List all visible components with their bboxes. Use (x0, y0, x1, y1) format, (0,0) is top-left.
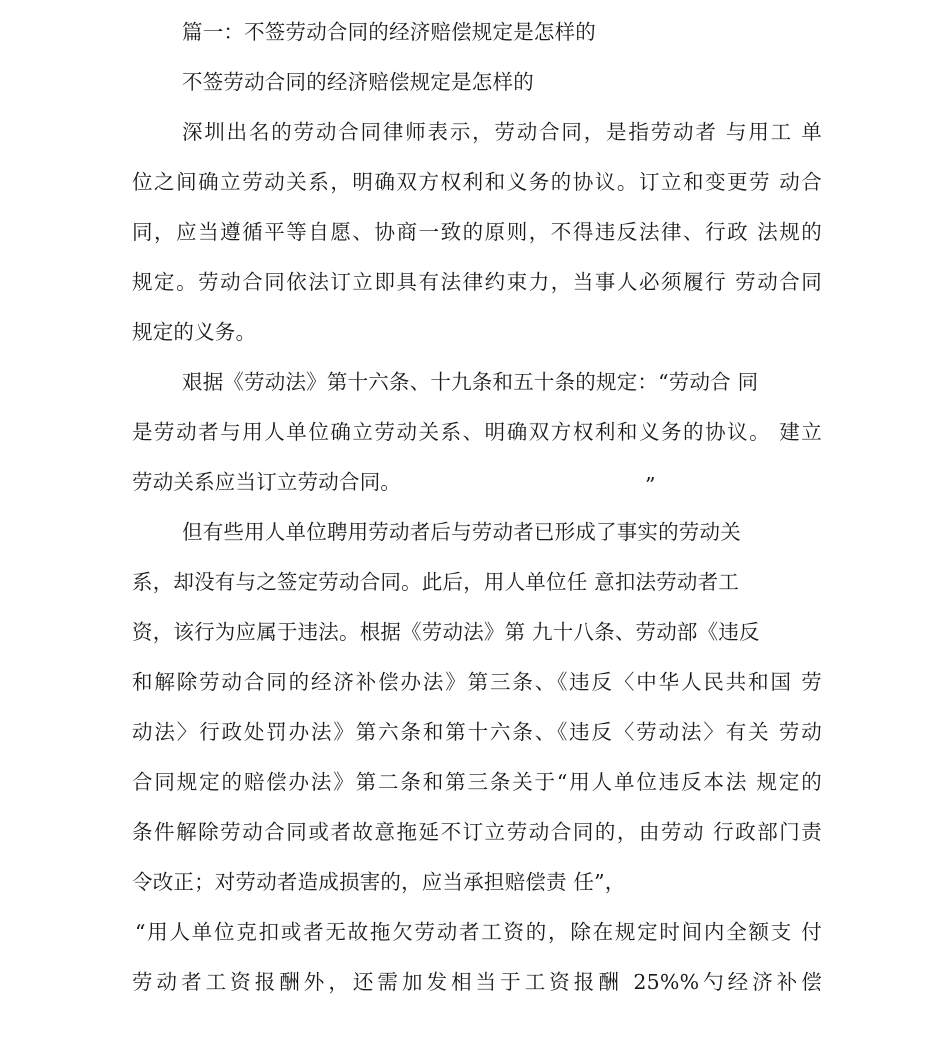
paragraph-line: 但有些用人单位聘用劳动者后与劳动者已形成了事实的劳动关 (182, 520, 741, 544)
section-heading: 篇一：不签劳动合同的经济赔偿规定是怎样的 (182, 20, 596, 44)
paragraph-line: 位之间确立劳动关系，明确双方权利和义务的协议。订立和变更劳 动合 (132, 170, 822, 194)
paragraph-line: “用人单位克扣或者无故拖欠劳动者工资的，除在规定时间内全额支 付 (135, 920, 822, 944)
paragraph-line: 劳动关系应当订立劳动合同。 (132, 470, 402, 494)
paragraph-line: 艰据《劳动法》第十六条、十九条和五十条的规定：“劳动合 同 (182, 370, 759, 394)
paragraph-line: 资，该行为应属于违法。根据《劳动法》第 九十八条、劳动部《违反 (132, 620, 760, 644)
paragraph-line: 令改正；对劳动者造成损害的，应当承担赔偿责 任”， (132, 870, 626, 894)
paragraph-line: 规定的义务。 (132, 320, 257, 344)
closing-quote-mark: ” (645, 473, 656, 497)
paragraph-line: 合同规定的赔偿办法》第二条和第三条关于“用人单位违反本法 规定的 (132, 770, 822, 794)
document-title: 不签劳动合同的经济赔偿规定是怎样的 (182, 70, 534, 94)
paragraph-line: 和解除劳动合同的经济补偿办法》第三条、《违反〈中华人民共和国 劳 (132, 670, 822, 694)
paragraph-line: 深圳出名的劳动合同律师表示，劳动合同，是指劳动者 与用工 单 (182, 120, 822, 144)
paragraph-line: 规定。劳动合同依法订立即具有法律约束力，当事人必须履行 劳动合同 (132, 270, 822, 294)
paragraph-line: 同，应当遵循平等自愿、协商一致的原则，不得违反法律、行政 法规的 (132, 220, 822, 244)
paragraph-line: 是劳动者与用人单位确立劳动关系、明确双方权利和义务的协议。 建立 (132, 420, 822, 444)
paragraph-line: 动法〉行政处罚办法》第六条和第十六条、《违反〈劳动法〉有关 劳动 (132, 720, 822, 744)
paragraph-line: 系，却没有与之签定劳动合同。此后，用人单位任 意扣法劳动者工 (132, 570, 740, 594)
paragraph-line: 劳动者工资报酬外，还需加发相当于工资报酬 25%%勺经济补偿 (132, 970, 822, 994)
paragraph-line: 条件解除劳动合同或者故意拖延不订立劳动合同的，由劳动 行政部门责 (132, 820, 822, 844)
